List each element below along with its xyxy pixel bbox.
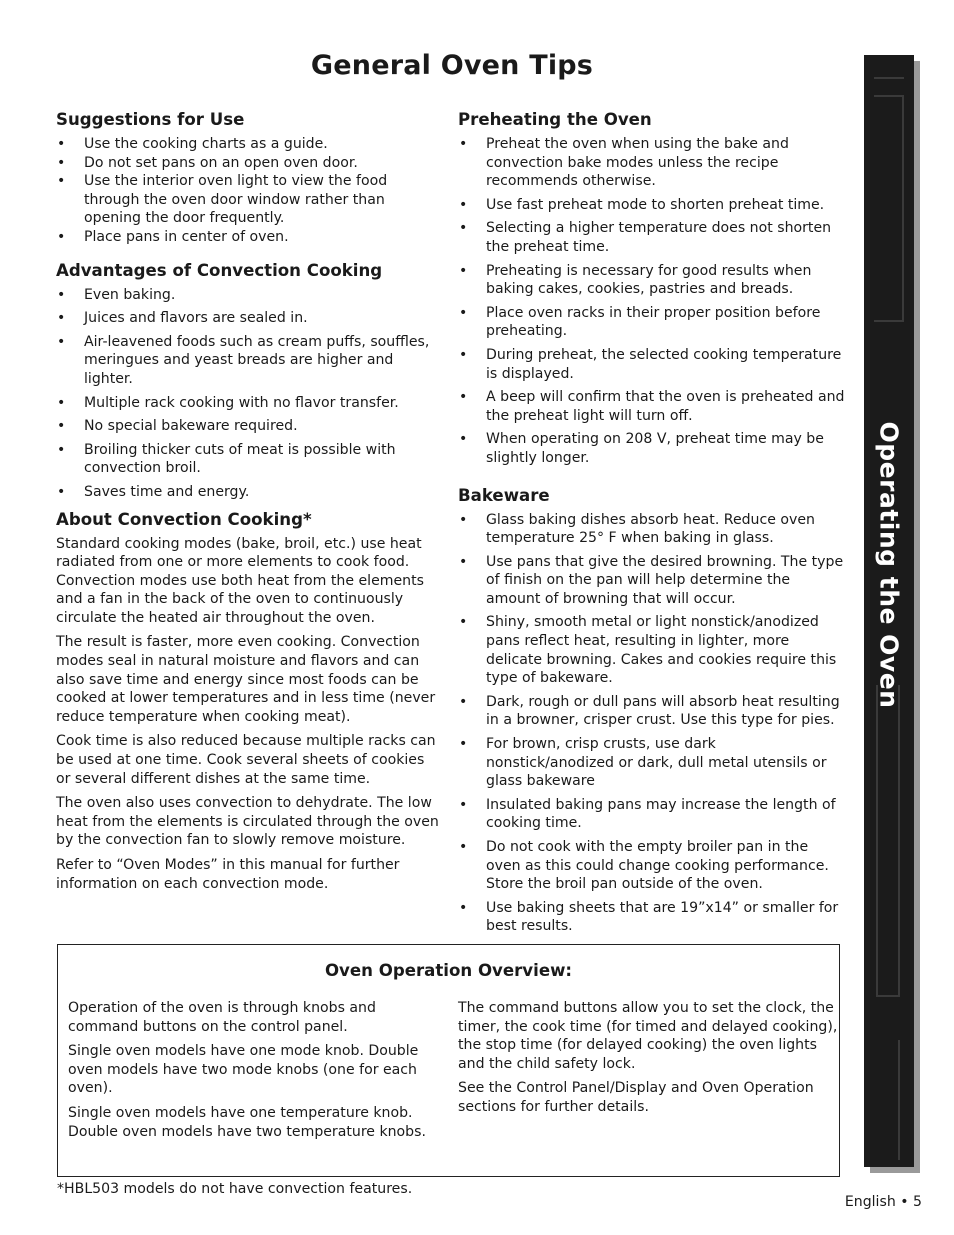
preheating-heading: Preheating the Oven bbox=[458, 110, 652, 129]
advantages-section bbox=[56, 261, 442, 502]
right-column bbox=[458, 110, 846, 941]
about-convection-section bbox=[56, 510, 442, 894]
list-item: • Air-leavened foods such as cream puffs, souffles, meringues and yeast breads are higher and lighter. bbox=[56, 333, 442, 389]
list-item: • Broiling thicker cuts of meat is possible with convection broil. bbox=[56, 441, 442, 478]
tab-rule bbox=[898, 685, 900, 995]
paragraph: See the Control Panel/Display and Oven Operation sections for further details. bbox=[458, 1080, 814, 1115]
list-item: • Place pans in center of oven. bbox=[56, 228, 442, 247]
list-item: • Saves time and energy. bbox=[56, 483, 442, 502]
list-item: • Preheat the oven when using the bake and convection bake modes unless the recipe recommends otherwise. bbox=[458, 135, 846, 191]
tab-rule bbox=[874, 95, 904, 97]
list-item: • Dark, rough or dull pans will absorb heat resulting in a browner, crisper crust. Use this type for pies. bbox=[458, 693, 846, 730]
tab-rule bbox=[874, 77, 904, 79]
list-item: • No special bakeware required. bbox=[56, 417, 442, 436]
overview-left-column bbox=[68, 999, 430, 1147]
overview-right-column bbox=[458, 999, 842, 1123]
list-item: • Use the cooking charts as a guide. bbox=[56, 135, 442, 154]
tab-rule bbox=[902, 95, 904, 320]
tab-rule bbox=[898, 1040, 900, 1160]
suggestions-heading: Suggestions for Use bbox=[56, 110, 245, 129]
list-item: • Use the interior oven light to view the food through the oven door window rather than opening the door frequently. bbox=[56, 172, 442, 228]
page-number: English • 5 bbox=[844, 1194, 922, 1210]
preheating-list bbox=[458, 135, 846, 468]
list-item: • Place oven racks in their proper position before preheating. bbox=[458, 304, 846, 341]
side-tab-label: Operating the Oven bbox=[874, 421, 904, 709]
bakeware-heading: Bakeware bbox=[458, 485, 550, 505]
tab-rule bbox=[874, 320, 904, 322]
list-item: • Juices and flavors are sealed in. bbox=[56, 309, 442, 328]
advantages-list bbox=[56, 286, 442, 502]
paragraph: Standard cooking modes (bake, broil, etc.) use heat radiated from one or more elements to cook food. Convection modes use both heat from the elements and a fan in the back of the oven to continuously circulate the heated air throughout the oven. bbox=[56, 535, 424, 626]
paragraph: Refer to “Oven Modes” in this manual for further information on each convection mode. bbox=[56, 857, 400, 892]
list-item: • A beep will confirm that the oven is preheated and the preheat light will turn off. bbox=[458, 388, 846, 425]
paragraph: Single oven models have one mode knob. Double oven models have two mode knobs (one for each oven). bbox=[68, 1043, 419, 1097]
overview-title: Oven Operation Overview: bbox=[324, 961, 573, 980]
list-item: • During preheat, the selected cooking temperature is displayed. bbox=[458, 346, 846, 383]
list-item: • Use fast preheat mode to shorten preheat time. bbox=[458, 196, 846, 215]
about-convection-heading: About Convection Cooking* bbox=[56, 509, 312, 529]
list-item: • Do not set pans on an open oven door. bbox=[56, 154, 442, 173]
list-item: • Selecting a higher temperature does not shorten the preheat time. bbox=[458, 219, 846, 256]
paragraph: The oven also uses convection to dehydrate. The low heat from the elements is circulated through the oven by the convection fan to slowly remove moisture. bbox=[56, 795, 439, 849]
paragraph: Operation of the oven is through knobs and command buttons on the control panel. bbox=[68, 1000, 376, 1035]
page-title: General Oven Tips bbox=[310, 50, 594, 81]
list-item: • Preheating is necessary for good results when baking cakes, cookies, pastries and breads. bbox=[458, 262, 846, 299]
tab-rule bbox=[876, 995, 900, 997]
list-item: • Multiple rack cooking with no flavor transfer. bbox=[56, 394, 442, 413]
list-item: • When operating on 208 V, preheat time may be slightly longer. bbox=[458, 430, 846, 467]
list-item: • Even baking. bbox=[56, 286, 442, 305]
list-item: • Glass baking dishes absorb heat. Reduce oven temperature 25° F when baking in glass. bbox=[458, 511, 846, 548]
list-item: • Use pans that give the desired browning. The type of finish on the pan will help determine the amount of browning that will occur. bbox=[458, 553, 846, 609]
oven-operation-overview-box bbox=[57, 944, 840, 1177]
list-item: • Shiny, smooth metal or light nonstick/anodized pans reflect heat, resulting in lighter, more delicate browning. Cakes and cookies require this type of bakeware. bbox=[458, 613, 846, 687]
paragraph: Single oven models have one temperature knob. Double oven models have two temperature knobs. bbox=[68, 1104, 426, 1140]
footnote: *HBL503 models do not have convection features. bbox=[57, 1181, 413, 1197]
section-side-tab bbox=[864, 55, 914, 1167]
paragraph: Cook time is also reduced because multiple racks can be used at one time. Cook several sheets of cookies or several different dishes at the same time. bbox=[56, 733, 436, 787]
tab-rule bbox=[876, 685, 878, 995]
list-item: • For brown, crisp crusts, use dark nonstick/anodized or dark, dull metal utensils or glass bakeware bbox=[458, 735, 846, 791]
preheating-section bbox=[458, 110, 846, 468]
suggestions-list bbox=[56, 135, 442, 247]
list-item: • Insulated baking pans may increase the length of cooking time. bbox=[458, 796, 846, 833]
paragraph: The result is faster, more even cooking. Convection modes seal in natural moisture and flavors and can also save time and energy since most foods can be cooked at lower temperatures and in less time (never reduce temperature when cooking meat). bbox=[56, 634, 436, 725]
bakeware-list bbox=[458, 511, 846, 936]
left-column bbox=[56, 110, 442, 899]
advantages-heading: Advantages of Convection Cooking bbox=[56, 260, 383, 280]
suggestions-section bbox=[56, 110, 442, 247]
paragraph: The command buttons allow you to set the clock, the timer, the cook time (for timed and delayed cooking), the stop time (for delayed cooking) the oven lights and the child safety lock. bbox=[458, 1000, 838, 1072]
list-item: • Do not cook with the empty broiler pan in the oven as this could change cooking performance. Store the broil pan outside of the oven. bbox=[458, 838, 846, 894]
bakeware-section bbox=[458, 486, 846, 936]
list-item: • Use baking sheets that are 19”x14” or smaller for best results. bbox=[458, 899, 846, 936]
